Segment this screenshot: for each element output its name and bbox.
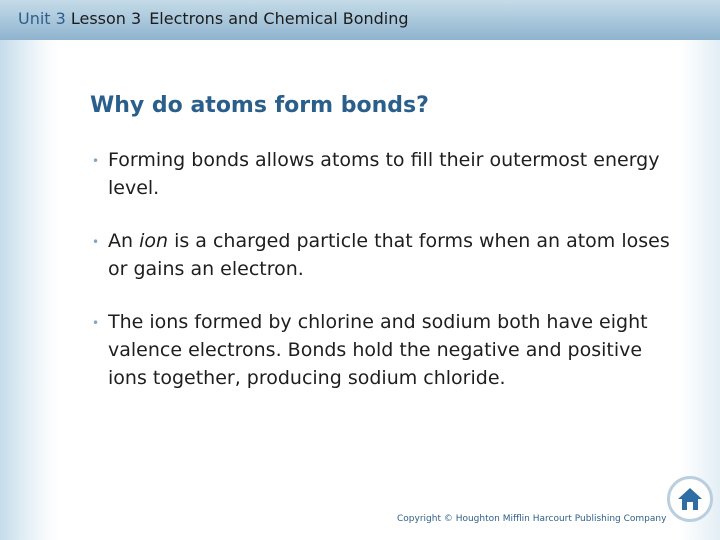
bullet-item [92, 308, 682, 392]
bullet-text: Forming bonds allows atoms to fill their outermost energy level. [108, 149, 660, 199]
bullet-item [92, 227, 682, 283]
bullet-text [108, 230, 670, 280]
bullet-emphasis: ion [139, 230, 169, 252]
copyright-text: Copyright © Houghton Mifflin Harcourt Publishing Company [397, 514, 667, 524]
bullet-text-before: An [108, 230, 140, 252]
bullet-text: The ions formed by chlorine and sodium both have eight valence electrons. Bonds hold the negative and positive ions together, producing sodium chloride. [108, 311, 648, 389]
bullet-dot-icon: • [92, 316, 100, 330]
bullet-text-after: is a charged particle that forms when an atom loses or gains an electron. [108, 230, 670, 280]
bullet-dot-icon: • [92, 154, 100, 168]
bullet-item [92, 146, 682, 202]
home-button[interactable] [667, 476, 713, 522]
home-icon [676, 485, 704, 513]
header-bar [0, 0, 720, 40]
lesson-title: Electrons and Chemical Bonding [149, 9, 409, 28]
lesson-label: Lesson 3 [70, 9, 142, 28]
slide-title: Why do atoms form bonds? [90, 93, 429, 118]
bullet-dot-icon: • [92, 235, 100, 249]
header-text [18, 9, 409, 28]
bullet-list [92, 146, 682, 417]
unit-label: Unit 3 [18, 9, 66, 28]
